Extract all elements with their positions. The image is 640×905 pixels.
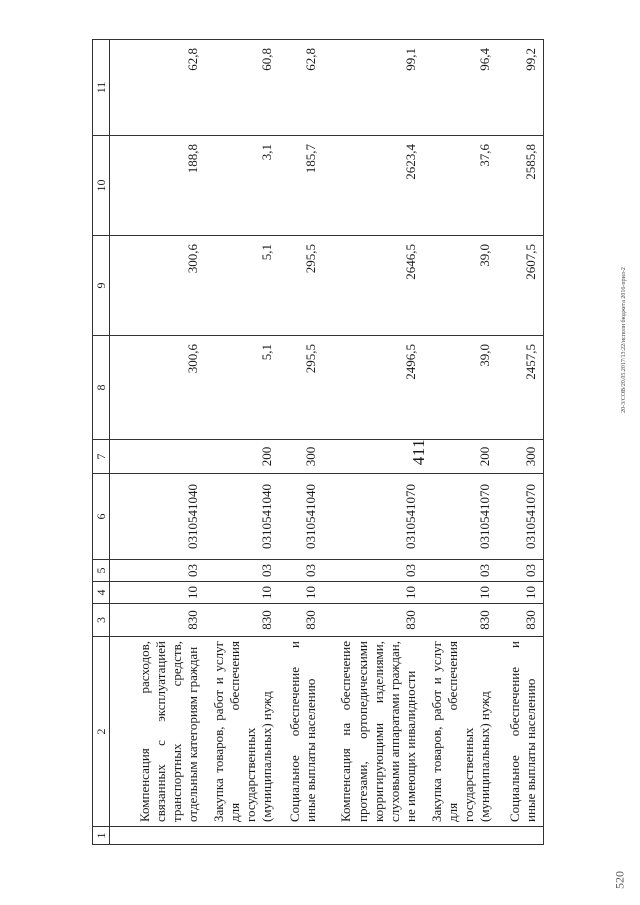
cell-c5: 03: [206, 560, 280, 582]
table-row: [110, 40, 206, 845]
item-name: Компенсация расходов, связанных с эксплуатацией транспортных средств, отдельным категориям граждан: [110, 637, 206, 827]
cell-c4: 10: [110, 582, 206, 604]
file-stamp: 20-3/СОВ/20.05.2017/13:22/исполн бюджета 2016-прил-2: [621, 267, 627, 413]
row-number-cell: [110, 827, 206, 845]
column-header: 9: [93, 236, 110, 336]
column-header: 4: [93, 582, 110, 604]
cell-c6: 0310541040: [206, 474, 280, 560]
cell-c4: 10: [498, 582, 544, 604]
item-name: Компенсация на обеспечение протезами, ортопедическими корригирующими изделиями, слуховыми аппаратами граждан, не имеющих инвалидности: [324, 637, 424, 827]
cell-c7: 200: [424, 440, 498, 474]
cell-c10: 3,1: [206, 136, 280, 236]
cell-c6: 0310541070: [324, 474, 424, 560]
cell-c9: 2607,5: [498, 236, 544, 336]
cell-c9: 300,6: [110, 236, 206, 336]
cell-c11: 99,2: [498, 40, 544, 136]
cell-c8: 2496,5: [324, 336, 424, 440]
cell-c10: 37,6: [424, 136, 498, 236]
cell-c6: 0310541070: [424, 474, 498, 560]
cell-c4: 10: [206, 582, 280, 604]
column-header: 10: [93, 136, 110, 236]
budget-table: [92, 39, 544, 845]
column-header: 2: [93, 637, 110, 827]
cell-c9: 5,1: [206, 236, 280, 336]
item-name: Социальное обеспечение и иные выплаты населению: [280, 637, 324, 827]
column-header: 7: [93, 440, 110, 474]
row-number-cell: [206, 827, 280, 845]
cell-c3: 830: [324, 604, 424, 637]
table-row: [280, 40, 324, 845]
cell-c11: 62,8: [110, 40, 206, 136]
item-name: Закупка товаров, работ и услуг для обеспечения государственных (муниципальных) нужд: [206, 637, 280, 827]
cell-c11: 96,4: [424, 40, 498, 136]
cell-c3: 830: [498, 604, 544, 637]
row-number-cell: [280, 827, 324, 845]
column-header: 11: [93, 40, 110, 136]
cell-c9: 2646,5: [324, 236, 424, 336]
budget-table-wrapper: [92, 40, 538, 845]
cell-c7: [324, 440, 424, 474]
table-row: [424, 40, 498, 845]
cell-c10: 2623,4: [324, 136, 424, 236]
row-number-cell: [324, 827, 424, 845]
column-header: 5: [93, 560, 110, 582]
cell-c3: 830: [110, 604, 206, 637]
cell-c11: 62,8: [280, 40, 324, 136]
cell-c6: 0310541040: [110, 474, 206, 560]
item-name: Закупка товаров, работ и услуг для обеспечения государственных (муниципальных) нужд: [424, 637, 498, 827]
cell-c5: 03: [280, 560, 324, 582]
cell-c5: 03: [498, 560, 544, 582]
cell-c7: [110, 440, 206, 474]
header-row: [93, 40, 110, 845]
cell-c9: 39,0: [424, 236, 498, 336]
row-number-cell: [424, 827, 498, 845]
cell-c8: 2457,5: [498, 336, 544, 440]
cell-c5: 03: [324, 560, 424, 582]
cell-c8: 39,0: [424, 336, 498, 440]
cell-c9: 295,5: [280, 236, 324, 336]
cell-c5: 03: [110, 560, 206, 582]
cell-c11: 60,8: [206, 40, 280, 136]
page-number: 411: [409, 438, 428, 466]
cell-c4: 10: [324, 582, 424, 604]
cell-c8: 300,6: [110, 336, 206, 440]
cell-c8: 5,1: [206, 336, 280, 440]
cell-c3: 830: [280, 604, 324, 637]
cell-c4: 10: [280, 582, 324, 604]
cell-c11: 99,1: [324, 40, 424, 136]
table-row: [324, 40, 424, 845]
cell-c3: 830: [424, 604, 498, 637]
cell-c7: 300: [498, 440, 544, 474]
cell-c3: 830: [206, 604, 280, 637]
footer-number: 520: [612, 871, 627, 889]
cell-c10: 2585,8: [498, 136, 544, 236]
cell-c10: 188,8: [110, 136, 206, 236]
column-header: 6: [93, 474, 110, 560]
column-header: 3: [93, 604, 110, 637]
cell-c10: 185,7: [280, 136, 324, 236]
column-header: 8: [93, 336, 110, 440]
cell-c7: 300: [280, 440, 324, 474]
cell-c8: 295,5: [280, 336, 324, 440]
column-header: 1: [93, 827, 110, 845]
cell-c7: 200: [206, 440, 280, 474]
cell-c5: 03: [424, 560, 498, 582]
table-row: [498, 40, 544, 845]
cell-c4: 10: [424, 582, 498, 604]
table-row: [206, 40, 280, 845]
row-number-cell: [498, 827, 544, 845]
cell-c6: 0310541040: [280, 474, 324, 560]
cell-c6: 0310541070: [498, 474, 544, 560]
item-name: Социальное обеспечение и иные выплаты населению: [498, 637, 544, 827]
